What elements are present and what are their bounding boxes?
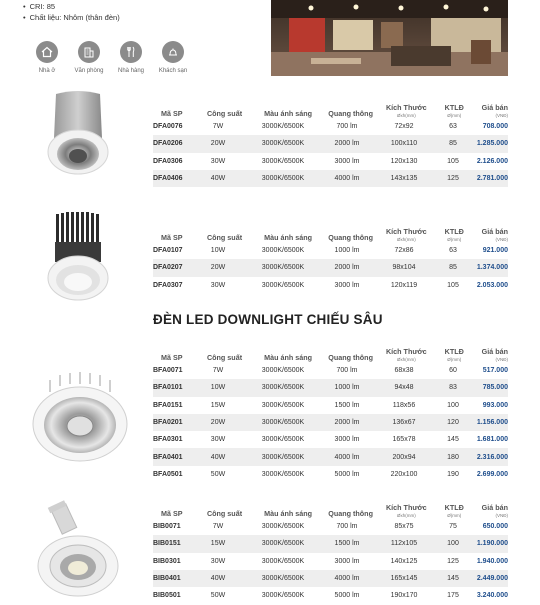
cell-price: 1.285.000 xyxy=(476,140,508,148)
table-row xyxy=(153,153,508,170)
cell-product-code: BFA0201 xyxy=(153,419,183,427)
column-header-cutout-size xyxy=(435,503,474,518)
application-home xyxy=(26,41,68,74)
price-table-2 xyxy=(153,220,508,294)
column-header-label: Quang thông xyxy=(328,353,373,362)
application-office xyxy=(68,41,110,74)
cell-dimensions: 120x119 xyxy=(390,281,418,289)
cell-price: 2.053.000 xyxy=(476,281,508,289)
column-header-cutout-size xyxy=(435,227,474,242)
cell-light-color: 3000K/6500K xyxy=(261,419,305,427)
cell-cutout-size: 85 xyxy=(449,140,457,148)
cell-dimensions: 140x125 xyxy=(390,557,418,565)
column-header-label: Màu ánh sáng xyxy=(264,509,313,518)
cell-dimensions: 143x135 xyxy=(390,175,418,183)
column-header-unit: Ø(mm) xyxy=(447,513,462,518)
table-row xyxy=(153,414,508,431)
cell-product-code: DFA0207 xyxy=(153,264,183,272)
column-header-luminous-flux xyxy=(323,233,378,242)
column-header-label: Mã SP xyxy=(161,353,183,362)
cell-cutout-size: 145 xyxy=(447,436,459,444)
table-row xyxy=(153,170,508,187)
cell-dimensions: 68x38 xyxy=(394,367,414,375)
column-header-price xyxy=(474,347,508,362)
cell-light-color: 3000K/6500K xyxy=(261,123,305,131)
table-row xyxy=(153,553,508,570)
column-header-luminous-flux xyxy=(323,109,378,118)
table-row xyxy=(153,259,508,276)
column-header-label: KTLĐ xyxy=(444,227,464,236)
table-row xyxy=(153,466,508,483)
cell-light-color: 3000K/6500K xyxy=(261,575,305,583)
cell-price: 993.000 xyxy=(482,401,508,409)
column-header-label: Quang thông xyxy=(328,233,373,242)
cell-power: 20W xyxy=(210,264,226,272)
cell-cutout-size: 85 xyxy=(449,264,457,272)
cell-dimensions: 120x130 xyxy=(390,157,418,165)
cell-power: 20W xyxy=(210,419,226,427)
cell-power: 15W xyxy=(210,540,226,548)
column-header-product-code xyxy=(153,109,196,118)
cell-product-code: DFA0306 xyxy=(153,157,183,165)
cell-price: 2.449.000 xyxy=(476,575,508,583)
cell-luminous-flux: 1000 lm xyxy=(334,247,360,255)
column-header-unit: Ø(mm) xyxy=(447,357,462,362)
application-restaurant xyxy=(110,41,152,74)
column-header-light-color xyxy=(253,353,323,362)
cell-luminous-flux: 700 lm xyxy=(336,523,358,531)
product-image-dfa-series-2 xyxy=(42,212,114,309)
column-header-label: Kích Thước xyxy=(385,347,427,356)
cell-luminous-flux: 3000 lm xyxy=(334,557,360,565)
column-header-label: Quang thông xyxy=(328,509,373,518)
column-header-label: Màu ánh sáng xyxy=(264,353,313,362)
cell-price: 1.681.000 xyxy=(476,436,508,444)
cell-product-code: BFA0301 xyxy=(153,436,183,444)
table-row xyxy=(153,535,508,552)
column-header-label: Kích Thước xyxy=(385,227,427,236)
cell-luminous-flux: 5000 lm xyxy=(334,470,360,478)
table-header xyxy=(153,496,508,518)
product-image-bib-series xyxy=(32,500,120,605)
column-header-luminous-flux xyxy=(323,353,378,362)
column-header-unit: Ø(mm) xyxy=(447,237,462,242)
cell-light-color: 3000K/6500K xyxy=(261,367,305,375)
cell-dimensions: 190x170 xyxy=(390,592,418,600)
column-header-product-code xyxy=(153,509,196,518)
cell-product-code: BFA0501 xyxy=(153,470,183,478)
cell-power: 30W xyxy=(210,436,226,444)
column-header-label: Giá bán xyxy=(481,347,508,356)
cell-dimensions: 112x105 xyxy=(390,540,418,548)
cell-cutout-size: 83 xyxy=(449,384,457,392)
cell-price: 2.781.000 xyxy=(476,175,508,183)
cell-cutout-size: 180 xyxy=(447,453,459,461)
cell-power: 50W xyxy=(210,592,226,600)
column-header-label: KTLĐ xyxy=(444,503,464,512)
column-header-label: Quang thông xyxy=(328,109,373,118)
column-header-dimensions xyxy=(378,103,435,118)
cell-dimensions: 72x86 xyxy=(394,247,414,255)
cell-luminous-flux: 3000 lm xyxy=(334,436,360,444)
cell-product-code: DFA0206 xyxy=(153,140,183,148)
column-header-label: Giá bán xyxy=(481,503,508,512)
column-header-dimensions xyxy=(378,347,435,362)
column-header-cutout-size xyxy=(435,103,474,118)
cell-luminous-flux: 4000 lm xyxy=(334,453,360,461)
cell-price: 650.000 xyxy=(482,523,508,531)
table-header xyxy=(153,220,508,242)
application-label: Văn phòng xyxy=(74,68,104,74)
column-header-label: Mã SP xyxy=(161,109,183,118)
cell-dimensions: 72x92 xyxy=(394,123,414,131)
application-label: Khách sạn xyxy=(158,68,188,74)
cell-product-code: BIB0301 xyxy=(153,557,181,565)
column-header-unit: (VNĐ) xyxy=(495,357,508,362)
application-label: Nhà hàng xyxy=(117,68,145,74)
table-row xyxy=(153,570,508,587)
column-header-label: Mã SP xyxy=(161,233,183,242)
price-table-3 xyxy=(153,340,508,483)
column-header-dimensions xyxy=(378,227,435,242)
cell-light-color: 3000K/6500K xyxy=(261,557,305,565)
cell-cutout-size: 175 xyxy=(447,592,459,600)
cell-cutout-size: 100 xyxy=(447,540,459,548)
cell-dimensions: 200x94 xyxy=(392,453,416,461)
cell-dimensions: 98x104 xyxy=(392,264,416,272)
table-row xyxy=(153,587,508,604)
column-header-luminous-flux xyxy=(323,509,378,518)
cell-luminous-flux: 1500 lm xyxy=(334,540,360,548)
column-header-price xyxy=(474,503,508,518)
cell-product-code: DFA0307 xyxy=(153,281,183,289)
spec-list xyxy=(23,2,120,23)
cell-power: 30W xyxy=(210,281,226,289)
cell-luminous-flux: 1500 lm xyxy=(334,401,360,409)
cell-light-color: 3000K/6500K xyxy=(261,470,305,478)
cell-light-color: 3000K/6500K xyxy=(261,140,305,148)
column-header-unit: (VNĐ) xyxy=(495,513,508,518)
cell-cutout-size: 120 xyxy=(447,419,459,427)
cell-price: 2.126.000 xyxy=(476,157,508,165)
cell-price: 1.374.000 xyxy=(476,264,508,272)
table-row xyxy=(153,135,508,152)
application-icons xyxy=(26,41,194,74)
cell-luminous-flux: 700 lm xyxy=(336,367,358,375)
cell-light-color: 3000K/6500K xyxy=(261,157,305,165)
column-header-power xyxy=(196,233,253,242)
hotel-icon xyxy=(162,41,184,63)
column-header-light-color xyxy=(253,109,323,118)
cell-luminous-flux: 2000 lm xyxy=(334,419,360,427)
cell-dimensions: 165x145 xyxy=(390,575,418,583)
table-header xyxy=(153,340,508,362)
cell-cutout-size: 100 xyxy=(447,401,459,409)
cell-product-code: BFA0071 xyxy=(153,367,183,375)
product-image-dfa-series-1 xyxy=(42,90,114,185)
column-header-dimensions xyxy=(378,503,435,518)
column-header-product-code xyxy=(153,233,196,242)
cell-dimensions: 165x78 xyxy=(392,436,416,444)
cell-dimensions: 85x75 xyxy=(394,523,414,531)
cell-cutout-size: 125 xyxy=(447,175,459,183)
column-header-label: Kích Thước xyxy=(385,103,427,112)
column-header-light-color xyxy=(253,233,323,242)
column-header-unit: Øxh(mm) xyxy=(396,513,416,518)
cell-product-code: BIB0501 xyxy=(153,592,181,600)
cell-product-code: BFA0101 xyxy=(153,384,183,392)
cell-product-code: BFA0151 xyxy=(153,401,183,409)
cell-cutout-size: 145 xyxy=(447,575,459,583)
table-row xyxy=(153,448,508,465)
cell-cutout-size: 105 xyxy=(447,157,459,165)
cell-light-color: 3000K/6500K xyxy=(261,436,305,444)
cell-dimensions: 94x48 xyxy=(394,384,414,392)
interior-photo xyxy=(271,0,508,76)
column-header-power xyxy=(196,509,253,518)
cell-product-code: BFA0401 xyxy=(153,453,183,461)
cell-power: 15W xyxy=(210,401,226,409)
application-hotel xyxy=(152,41,194,74)
cell-dimensions: 118x56 xyxy=(392,401,416,409)
column-header-label: KTLĐ xyxy=(444,347,464,356)
column-header-label: KTLĐ xyxy=(444,103,464,112)
cell-luminous-flux: 5000 lm xyxy=(334,592,360,600)
cell-luminous-flux: 2000 lm xyxy=(334,140,360,148)
column-header-unit: Øxh(mm) xyxy=(396,113,416,118)
cell-power: 10W xyxy=(210,384,226,392)
table-row xyxy=(153,118,508,135)
cell-light-color: 3000K/6500K xyxy=(261,384,305,392)
cell-cutout-size: 63 xyxy=(449,123,457,131)
cell-price: 708.000 xyxy=(482,123,508,131)
column-header-label: Giá bán xyxy=(481,227,508,236)
cell-cutout-size: 190 xyxy=(447,470,459,478)
table-row xyxy=(153,431,508,448)
spec-cri: • CRI: 85 xyxy=(23,2,120,13)
cell-price: 517.000 xyxy=(482,367,508,375)
column-header-cutout-size xyxy=(435,347,474,362)
cell-product-code: BIB0151 xyxy=(153,540,181,548)
cell-light-color: 3000K/6500K xyxy=(261,401,305,409)
column-header-price xyxy=(474,227,508,242)
spec-material: • Chất liệu: Nhôm (thân đèn) xyxy=(23,13,120,24)
cell-light-color: 3000K/6500K xyxy=(261,175,305,183)
cell-luminous-flux: 1000 lm xyxy=(334,384,360,392)
table-row xyxy=(153,379,508,396)
table-row xyxy=(153,277,508,294)
cell-power: 40W xyxy=(210,175,226,183)
product-image-bfa-series xyxy=(30,372,130,469)
cell-luminous-flux: 2000 lm xyxy=(334,264,360,272)
column-header-power xyxy=(196,353,253,362)
cell-product-code: BIB0071 xyxy=(153,523,181,531)
cell-power: 40W xyxy=(210,453,226,461)
cell-cutout-size: 75 xyxy=(449,523,457,531)
cell-dimensions: 220x100 xyxy=(390,470,418,478)
cell-dimensions: 100x110 xyxy=(390,140,418,148)
cell-product-code: DFA0076 xyxy=(153,123,183,131)
table-row xyxy=(153,518,508,535)
cell-product-code: DFA0406 xyxy=(153,175,183,183)
cell-power: 20W xyxy=(210,140,226,148)
table-row xyxy=(153,362,508,379)
cell-power: 40W xyxy=(210,575,226,583)
house-icon xyxy=(36,41,58,63)
cell-power: 7W xyxy=(212,123,224,131)
column-header-unit: (VNĐ) xyxy=(495,113,508,118)
cell-power: 30W xyxy=(210,557,226,565)
column-header-label: Công suất xyxy=(206,509,243,518)
column-header-label: Giá bán xyxy=(481,103,508,112)
cell-luminous-flux: 700 lm xyxy=(336,123,358,131)
office-building-icon xyxy=(78,41,100,63)
column-header-light-color xyxy=(253,509,323,518)
price-table-4 xyxy=(153,496,508,604)
column-header-label: Công suất xyxy=(206,233,243,242)
cell-power: 50W xyxy=(210,470,226,478)
price-table-1 xyxy=(153,96,508,187)
cell-light-color: 3000K/6500K xyxy=(261,264,305,272)
column-header-unit: Øxh(mm) xyxy=(396,357,416,362)
cell-cutout-size: 105 xyxy=(447,281,459,289)
cell-price: 785.000 xyxy=(482,384,508,392)
cell-light-color: 3000K/6500K xyxy=(261,247,305,255)
column-header-label: Màu ánh sáng xyxy=(264,233,313,242)
cell-power: 7W xyxy=(212,523,224,531)
cell-power: 10W xyxy=(210,247,226,255)
cell-product-code: BIB0401 xyxy=(153,575,181,583)
column-header-label: Màu ánh sáng xyxy=(264,109,313,118)
column-header-price xyxy=(474,103,508,118)
table-header xyxy=(153,96,508,118)
cell-price: 1.940.000 xyxy=(476,557,508,565)
cell-light-color: 3000K/6500K xyxy=(261,523,305,531)
cell-light-color: 3000K/6500K xyxy=(261,453,305,461)
cell-power: 30W xyxy=(210,157,226,165)
cell-cutout-size: 63 xyxy=(449,247,457,255)
column-header-label: Công suất xyxy=(206,109,243,118)
column-header-unit: Øxh(mm) xyxy=(396,237,416,242)
column-header-label: Công suất xyxy=(206,353,243,362)
cell-dimensions: 136x67 xyxy=(392,419,416,427)
cell-price: 921.000 xyxy=(482,247,508,255)
cell-light-color: 3000K/6500K xyxy=(261,540,305,548)
table-row xyxy=(153,397,508,414)
cell-luminous-flux: 3000 lm xyxy=(334,281,360,289)
section-heading: ĐÈN LED DOWNLIGHT CHIẾU SÂU xyxy=(153,312,383,327)
cell-light-color: 3000K/6500K xyxy=(261,592,305,600)
column-header-label: Kích Thước xyxy=(385,503,427,512)
cell-cutout-size: 60 xyxy=(449,367,457,375)
column-header-label: Mã SP xyxy=(161,509,183,518)
cell-luminous-flux: 4000 lm xyxy=(334,575,360,583)
cell-luminous-flux: 4000 lm xyxy=(334,175,360,183)
cell-price: 3.240.000 xyxy=(476,592,508,600)
cell-price: 2.316.000 xyxy=(476,453,508,461)
restaurant-icon xyxy=(120,41,142,63)
cell-power: 7W xyxy=(212,367,224,375)
cell-luminous-flux: 3000 lm xyxy=(334,157,360,165)
column-header-power xyxy=(196,109,253,118)
cell-cutout-size: 125 xyxy=(447,557,459,565)
table-row xyxy=(153,242,508,259)
cell-product-code: DFA0107 xyxy=(153,247,183,255)
column-header-unit: Ø(mm) xyxy=(447,113,462,118)
cell-price: 1.156.000 xyxy=(476,419,508,427)
application-label: Nhà ở xyxy=(38,68,56,74)
column-header-product-code xyxy=(153,353,196,362)
cell-light-color: 3000K/6500K xyxy=(261,281,305,289)
cell-price: 1.190.000 xyxy=(476,540,508,548)
cell-price: 2.699.000 xyxy=(476,470,508,478)
column-header-unit: (VNĐ) xyxy=(495,237,508,242)
